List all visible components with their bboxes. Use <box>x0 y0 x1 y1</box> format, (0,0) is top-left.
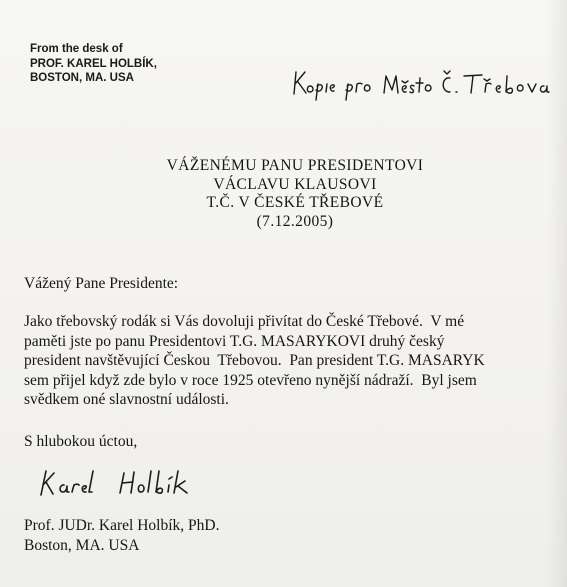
handwritten-signature <box>38 463 213 503</box>
letterhead-line-1: From the desk of <box>30 43 123 55</box>
letterhead-line-2: PROF. KAREL HOLBÍK, <box>30 57 157 70</box>
addressee-line-3: T.Č. V ČESKÉ TŘEBOVÉ <box>206 194 384 211</box>
letterhead <box>30 42 157 86</box>
signer-name: Prof. JUDr. Karel Holbík, PhD. <box>24 517 220 534</box>
addressee-date: (7.12.2005) <box>256 212 334 230</box>
body-line-4: sem přijel když zde bylo v roce 1925 otevřeno nynější nádraží. Byl jsem <box>24 371 477 389</box>
signer-location: Boston, MA. USA <box>24 536 140 554</box>
letterhead-line-3: BOSTON, MA. USA <box>30 72 134 84</box>
closing: S hlubokou úctou, <box>24 433 138 450</box>
body-line-3: president navštěvující Českou Třebovou. Pan president T.G. MASARYK <box>24 352 485 370</box>
addressee-line-1: VÁŽENÉMU PANU PRESIDENTOVI <box>166 157 424 174</box>
body-line-5: svědkem oné slavnostní události. <box>24 391 229 409</box>
addressee-line-2: VÁCLAVU KLAUSOVI <box>213 175 377 193</box>
body-line-2: paměti jste po panu Presidentovi T.G. MASARYKOVI druhý český <box>24 332 445 350</box>
signer-block <box>24 516 219 555</box>
handwritten-note <box>292 62 567 102</box>
letter-body <box>24 312 544 410</box>
body-line-1: Jako třebovský rodák si Vás dovoluji přivítat do České Třebové. V mé <box>24 313 465 330</box>
addressee-block <box>130 157 460 231</box>
salutation: Vážený Pane Presidente: <box>24 275 179 292</box>
page-edge-shadow <box>547 0 567 587</box>
